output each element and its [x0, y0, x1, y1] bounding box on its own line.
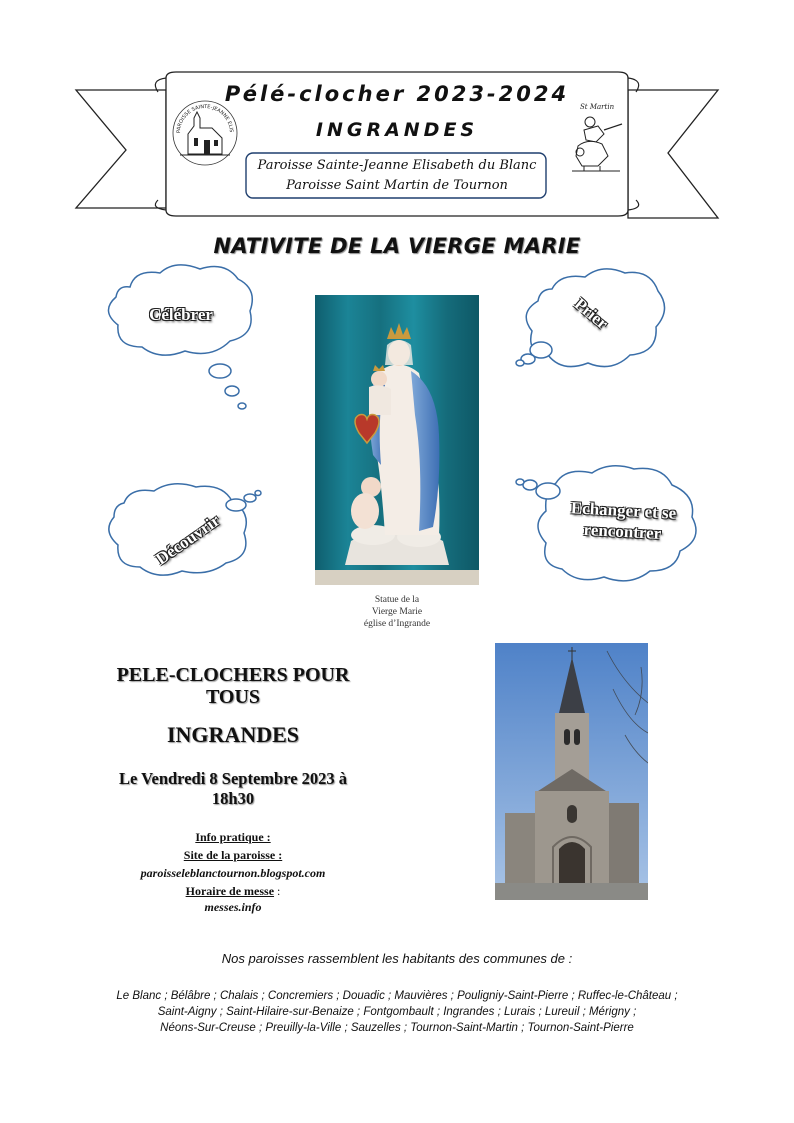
info-label	[80, 829, 386, 846]
horaire-label-text: Horaire de messe	[185, 884, 275, 898]
event-heading-line1: PELE-CLOCHERS POUR	[116, 664, 350, 686]
communes-line-3: Néons-Sur-Creuse ; Preuilly-la-Ville ; Sauzelles ; Tournon-Saint-Martin ; Tournon-Saint-Pierre	[160, 1022, 634, 1034]
site-label	[80, 847, 386, 864]
bubble-label-decouvrir: Découvrir	[152, 510, 224, 569]
logo-ring-text: PAROISSE SAINTE-JEANNE ELIS	[175, 103, 235, 134]
church-photo	[495, 643, 648, 900]
event-date	[60, 769, 406, 809]
bubble-label-echanger	[547, 496, 699, 546]
bubble-label-echanger-line1: Echanger et se	[570, 498, 677, 523]
parish-name-2: Paroisse Saint Martin de Tournon	[286, 178, 508, 193]
bubble-label-echanger-line2: rencontrer	[583, 519, 662, 544]
site-url[interactable]	[80, 865, 386, 882]
banner-title: Pélé-clocher 2023-2024	[224, 82, 570, 106]
page-title: NATIVITE DE LA VIERGE MARIE	[213, 234, 581, 258]
statue-caption-line1: Statue de la	[374, 595, 420, 605]
header-banner	[0, 0, 794, 230]
event-heading-line2: TOUS	[205, 686, 261, 708]
communes-line-2: Saint-Aigny ; Saint-Hilaire-sur-Benaize ; Fontgombault ; Ingrandes ; Lurais ; Lureuil ; Mérigny ;	[157, 1006, 637, 1018]
statue-photo	[315, 295, 479, 585]
horaire-url[interactable]	[80, 899, 386, 916]
logo-right-text: St Martin	[580, 103, 615, 111]
event-date-line2: 18h30	[211, 789, 255, 808]
banner-subtitle: INGRANDES	[315, 119, 479, 141]
bubble-label-celebrer: Célébrer	[149, 305, 213, 324]
event-heading	[60, 664, 406, 708]
statue-caption-line3: église d’Ingrande	[363, 619, 431, 629]
horaire-label	[80, 883, 386, 900]
statue-caption-line2: Vierge Marie	[371, 607, 423, 617]
site-label-text: Site de la paroisse :	[183, 848, 283, 862]
bubble-decouvrir	[109, 484, 246, 575]
horaire-label-suffix: :	[274, 884, 281, 898]
horaire-url-link[interactable]: messes.info	[204, 900, 262, 914]
event-location: INGRANDES	[166, 722, 300, 747]
info-label-text: Info pratique :	[195, 830, 271, 844]
communes-line-1: Le Blanc ; Bélâbre ; Chalais ; Concremiers ; Douadic ; Mauvières ; Pouligniy-Saint-Pierre ; Ruffec-le-Château ;	[116, 990, 678, 1002]
event-date-line1: Le Vendredi 8 Septembre 2023 à	[118, 769, 348, 788]
footer-intro: Nos paroisses rassemblent les habitants des communes de :	[221, 951, 573, 966]
parish-name-1: Paroisse Sainte-Jeanne Elisabeth du Blanc	[257, 158, 537, 173]
bubble-label-prier: Prier	[570, 294, 612, 334]
site-url-link[interactable]: paroisseleblanctournon.blogspot.com	[140, 866, 326, 880]
